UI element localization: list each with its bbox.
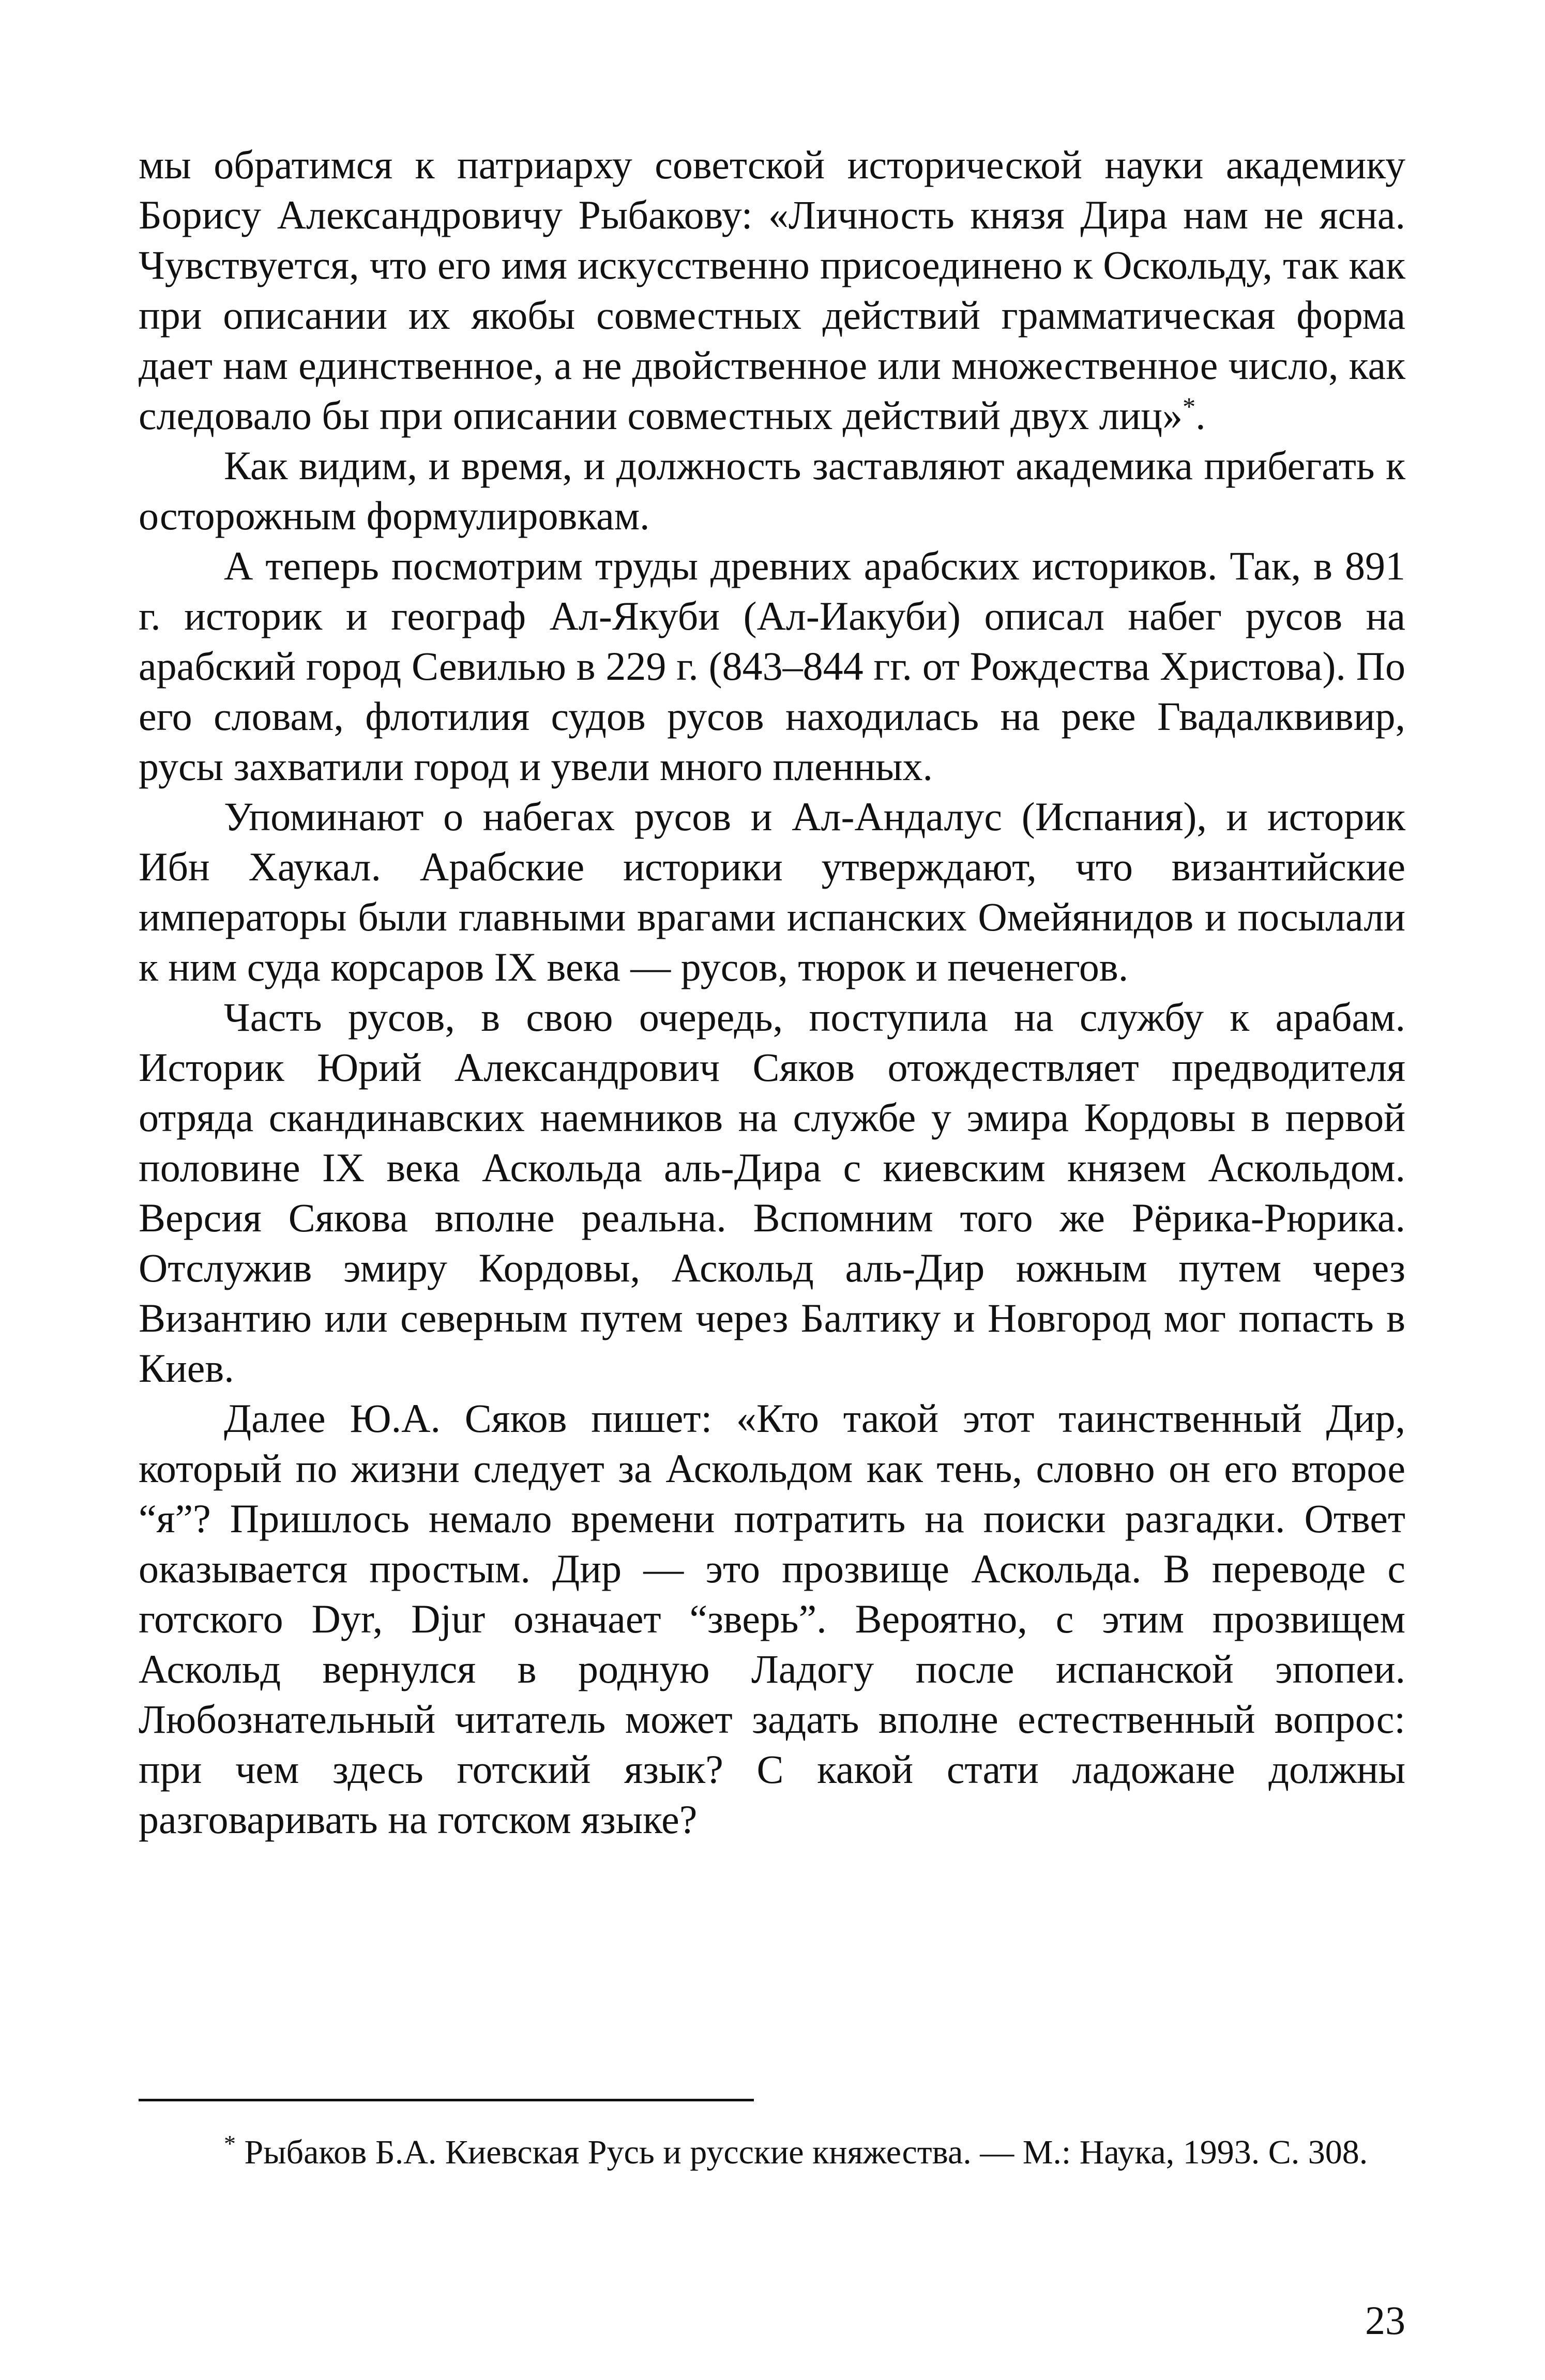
paragraph-2: Как видим, и время, и должность заставляют академика прибегать к осторожным формулировкам.	[139, 443, 1405, 538]
paragraph-4: Упоминают о набегах русов и Ал-Андалус (Испания), и историк Ибн Хаукал. Арабские историки утверждают, что византийские императоры были главными врагами испанских Омейянидов и посылали к ним суда корсаров IX века — русов, тюрок и печенегов.	[139, 794, 1405, 989]
footnote	[139, 2130, 1405, 2175]
paragraph-1-text: мы обратимся к патриарху советской исторической науки академику Борису Александровичу Рыбакову: «Личность князя Дира нам не ясна. Чувствуется, что его имя искусственно присоединено к Оскольду, так как при описании их якобы совместных действий грамматическая форма дает нам единственное, а не двойственное или множественное число, как следовало бы при описании совместных действий двух лиц»	[139, 142, 1405, 438]
footnote-marker: *	[224, 2130, 236, 2157]
paragraph-3: А теперь посмотрим труды древних арабских историков. Так, в 891 г. историк и географ Ал-Якуби (Ал-Иакуби) описал набег русов на арабский город Севилью в 229 г. (843–844 гг. от Рождества Христова). По его словам, флотилия судов русов находилась на реке Гвадалквивир, русы захватили город и увели много пленных.	[139, 543, 1405, 789]
footnote-text: Рыбаков Б.А. Киевская Русь и русские княжества. — М.: Наука, 1993. С. 308.	[244, 2133, 1368, 2171]
footnote-reference: *	[1183, 392, 1196, 421]
paragraph-1	[139, 140, 1405, 440]
footnote-divider	[139, 2099, 754, 2101]
page-body	[139, 140, 1405, 1844]
paragraph-6: Далее Ю.А. Сяков пишет: «Кто такой этот таинственный Дир, который по жизни следует за Аскольдом как тень, словно он его второе “я”? Пришлось немало времени потратить на поиски разгадки. Ответ оказывается простым. Дир — это прозвище Аскольда. В переводе с готского Dyr, Djur означает “зверь”. Вероятно, с этим прозвищем Аскольд вернулся в родную Ладогу после испанской эпопеи. Любознательный читатель может задать вполне естественный вопрос: при чем здесь готский язык? С какой стати ладожане должны разговаривать на готском языке?	[139, 1396, 1405, 1842]
page-number: 23	[1365, 2298, 1405, 2343]
paragraph-1-end: .	[1195, 393, 1206, 438]
paragraph-5: Часть русов, в свою очередь, поступила на службу к арабам. Историк Юрий Александрович Сяков отождествляет предводителя отряда скандинавских наемников на службе у эмира Кордовы в первой половине IX века Аскольда аль-Дира с киевским князем Аскольдом. Версия Сякова вполне реальна. Вспомним того же Рёрика-Рюрика. Отслужив эмиру Кордовы, Аскольд аль-Дир южным путем через Византию или северным путем через Балтику и Новгород мог попасть в Киев.	[139, 995, 1405, 1391]
